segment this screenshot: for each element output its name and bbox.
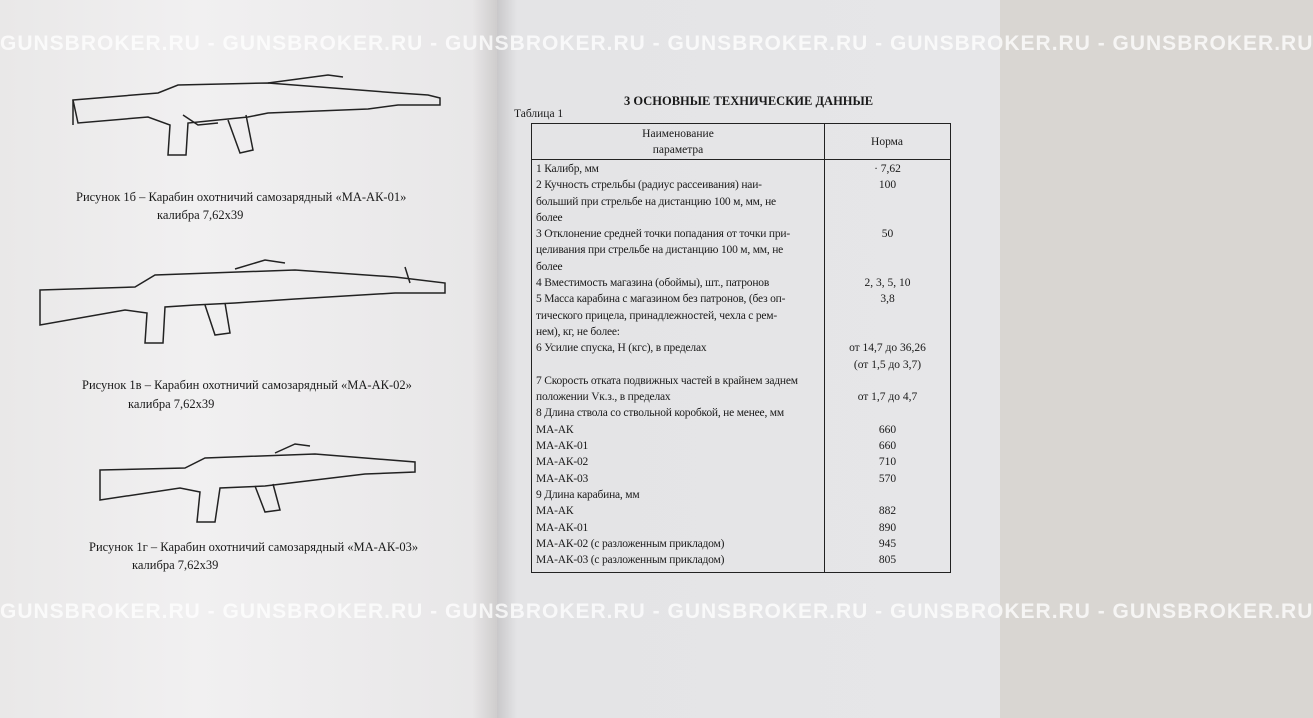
- table-row-parameter: МА-АК: [536, 423, 574, 436]
- table-row-value: 660: [878, 440, 897, 453]
- header-param-line1: Наименование: [642, 128, 714, 140]
- table-row-parameter: 9 Длина карабина, мм: [536, 488, 640, 501]
- table-row-value: 945: [878, 537, 897, 550]
- table-row-value: 3,8: [880, 293, 895, 306]
- table-row-value: 100: [878, 179, 897, 192]
- rifle-drawing-ma-ak-01: [68, 65, 448, 160]
- table-row-value: 882: [878, 505, 897, 518]
- table-row-parameter: 7 Скорость отката подвижных частей в крайнем заднем: [536, 374, 798, 387]
- table-row-value: [825, 487, 950, 503]
- table-label: Таблица 1: [514, 108, 564, 120]
- table-row-value: 890: [878, 521, 897, 534]
- table-row-parameter: МА-АК-02 (с разложенным прикладом): [536, 537, 725, 550]
- table-row-parameter: более: [536, 260, 563, 273]
- table-row-value: · 7,62: [874, 163, 901, 175]
- table-row-value: [825, 242, 950, 258]
- table-row-value: 710: [878, 456, 897, 469]
- tech-data-table: [531, 123, 951, 573]
- figure-caption: Рисунок 1б – Карабин охотничий самозарядный «МА-АК-01»: [76, 190, 407, 204]
- table-row-value: [825, 210, 950, 226]
- table-row-value: [825, 259, 950, 275]
- figure-caliber: калибра 7,62х39: [128, 397, 215, 411]
- table-row-value: 660: [878, 423, 897, 436]
- table-row-parameter: МА-АК-03 (с разложенным прикладом): [536, 554, 725, 567]
- table-row-parameter: МА-АК: [536, 505, 574, 518]
- table-row-value: 570: [878, 472, 897, 485]
- norm-column: [825, 161, 950, 568]
- table-row-parameter: нем), кг, не более:: [536, 325, 620, 338]
- table-row-parameter: МА-АК-03: [536, 472, 589, 485]
- header-param-line2: параметра: [652, 144, 704, 156]
- table-row-parameter: [536, 357, 822, 373]
- table-row-parameter: 5 Масса карабина с магазином без патронов, (без оп-: [536, 293, 786, 306]
- table-row-value: от 14,7 до 36,26: [849, 342, 926, 355]
- table-row-value: [825, 405, 950, 421]
- table-row-parameter: 6 Усилие спуска, Н (кгс), в пределах: [536, 342, 707, 355]
- table-row-parameter: целивания при стрельбе на дистанцию 100 м, мм, не: [536, 244, 784, 257]
- rifle-drawing-ma-ak-03: [95, 440, 425, 530]
- rifle-drawing-ma-ak-02: [35, 255, 455, 350]
- section-title: 3 ОСНОВНЫЕ ТЕХНИЧЕСКИЕ ДАННЫЕ: [624, 94, 874, 108]
- table-row-value: [825, 324, 950, 340]
- table-row-parameter: 3 Отклонение средней точки попадания от точки при-: [536, 228, 790, 241]
- table-row-value: от 1,7 до 4,7: [857, 391, 918, 404]
- table-row-parameter: положении Vк.з., в пределах: [536, 391, 671, 404]
- table-row-value: 805: [878, 554, 897, 567]
- figure-caliber: калибра 7,62х39: [157, 208, 244, 222]
- figure-caption: Рисунок 1г – Карабин охотничий самозарядный «МА-АК-03»: [89, 540, 419, 554]
- table-row-parameter: 4 Вместимость магазина (обоймы), шт., патронов: [536, 277, 770, 290]
- table-header: [532, 124, 950, 160]
- table-row-parameter: МА-АК-01: [536, 521, 589, 534]
- header-norm: Норма: [871, 136, 903, 148]
- table-row-value: [825, 194, 950, 210]
- table-row-parameter: 1 Калибр, мм: [536, 163, 599, 175]
- table-row-parameter: МА-АК-02: [536, 456, 589, 469]
- table-row-parameter: более: [536, 211, 563, 224]
- table-row-value: (от 1,5 до 3,7): [853, 358, 922, 371]
- table-row-parameter: тического прицела, принадлежностей, чехла с рем-: [536, 309, 778, 322]
- table-row-value: 2, 3, 5, 10: [864, 277, 911, 290]
- table-row-parameter: 8 Длина ствола со ствольной коробкой, не менее, мм: [536, 407, 784, 420]
- table-row-value: [825, 373, 950, 389]
- table-row-value: [825, 308, 950, 324]
- watermark: GUNSBROKER.RU - GUNSBROKER.RU - GUNSBROKER.RU - GUNSBROKER.RU - GUNSBROKER.RU - GUNSBROKER.RU: [0, 600, 1313, 623]
- figure-caliber: калибра 7,62х39: [132, 558, 219, 572]
- table-row-parameter: МА-АК-01: [536, 440, 589, 453]
- table-row-value: 50: [881, 228, 894, 241]
- table-row-parameter: 2 Кучность стрельбы (радиус рассеивания) наи-: [536, 179, 762, 192]
- watermark: GUNSBROKER.RU - GUNSBROKER.RU - GUNSBROKER.RU - GUNSBROKER.RU - GUNSBROKER.RU - GUNSBROKER.RU: [0, 32, 1313, 55]
- table-row-parameter: больший при стрельбе на дистанцию 100 м, мм, не: [536, 195, 776, 208]
- figure-caption: Рисунок 1в – Карабин охотничий самозарядный «МА-АК-02»: [82, 378, 412, 392]
- parameter-column: [536, 161, 822, 568]
